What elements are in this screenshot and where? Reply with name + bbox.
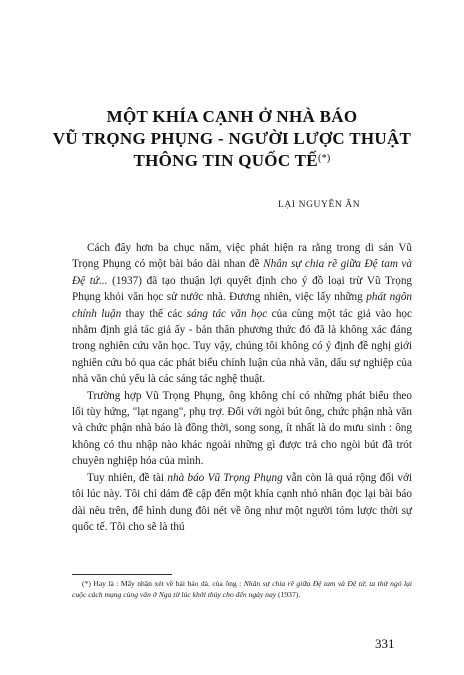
title-line-1: MỘT KHÍA CẠNH Ở NHÀ BÁO (106, 107, 358, 126)
author-name: LẠI NGUYÊN ÂN (278, 200, 361, 210)
footnote-divider (72, 574, 172, 575)
p3-text-b: vẫn còn là quá rộng đối với tôi lúc này. Tôi chỉ dám đề cập đến một khía cạnh nhỏ nhân đọc lại bài báo dài nêu trên, để hình dung đôi nét về ông như một người tóm lược thời sự quốc tế. Tôi cho sẽ là thú (72, 471, 412, 533)
p1-text-d: của cùng một tác giả vào học nhằm định giá tác giả ấy - bản thân phương thức đó đã là không xác đáng trong nghiên cứu văn học. Tuy vậy, chúng tôi không có ý định đề nghị giới nghiên cứu bỏ qua các phát biểu chính luận của nhà văn, dấu sự nghiệp của nhà văn chủ yếu là các sáng tác nghệ thuật. (72, 307, 412, 386)
p1-text-b: (1937) đã tạo thuận lợi quyết định cho ý đồ loại trừ Vũ Trọng Phụng khỏi văn học sử nước nhà. Đương nhiên, việc lấy những (72, 274, 413, 304)
title-line-2: VŨ TRỌNG PHỤNG - NGƯỜI LƯỢC THUẬT (52, 129, 412, 148)
footnote-text-a: (*) Hay là : Mấy nhận xét về bài báo dà. của ông : (82, 579, 244, 588)
paragraph-3 (72, 470, 412, 536)
title-line-3-text: THÔNG TIN QUỐC TẾ (133, 151, 318, 170)
footnote-text (72, 578, 412, 600)
p3-text-a: Tuy nhiên, đề tài (87, 471, 168, 484)
footnote-text-b: (1937). (276, 590, 301, 599)
page-number: 331 (375, 636, 395, 651)
p3-italic-journalist: nhà báo Vũ Trọng Phụng (167, 471, 283, 484)
article-body (72, 240, 412, 535)
paragraph-2: Trường hợp Vũ Trọng Phụng, ông không chỉ có những phát biểu theo lối tùy hứng, "lạt ngang", phụ trợ. Đối với ngòi bút ông, chức phận nhà văn và chức phận nhà báo là đồng thời, song song, ít nhất là do mưu sinh : ông không có thu nhập nào khác ngoài những gì được trả cho ngòi bút đã trót chuyên nghiệp hóa của mình. (72, 389, 412, 468)
article-title (40, 106, 424, 172)
paragraph-1 (72, 240, 412, 388)
footnote (72, 578, 412, 600)
p1-italic-title: Nhân sự chia rẽ giữa Đệ tam và Đệ tứ... (72, 258, 412, 287)
p1-italic-literary: sáng tác văn học (186, 307, 268, 320)
title-line-3 (40, 150, 424, 172)
p1-italic-political: phát ngôn chính luận (72, 291, 413, 320)
title-footnote-mark: (*) (317, 153, 331, 164)
p1-text-c: thay thế các (121, 307, 187, 320)
footnote-italic-title: Nhân sự chia rẽ giữa Đệ tam và Đệ tứ, ta thử ngó lại cuộc cách mạng cùng vân ở Nga từ lúc khởi thủy cho đến ngày nay (72, 579, 412, 599)
p1-text-a: Cách đây hơn ba chục năm, việc phát hiện ra rằng trong di sản Vũ Trọng Phụng có một bài báo dài nhan đề (72, 242, 412, 271)
